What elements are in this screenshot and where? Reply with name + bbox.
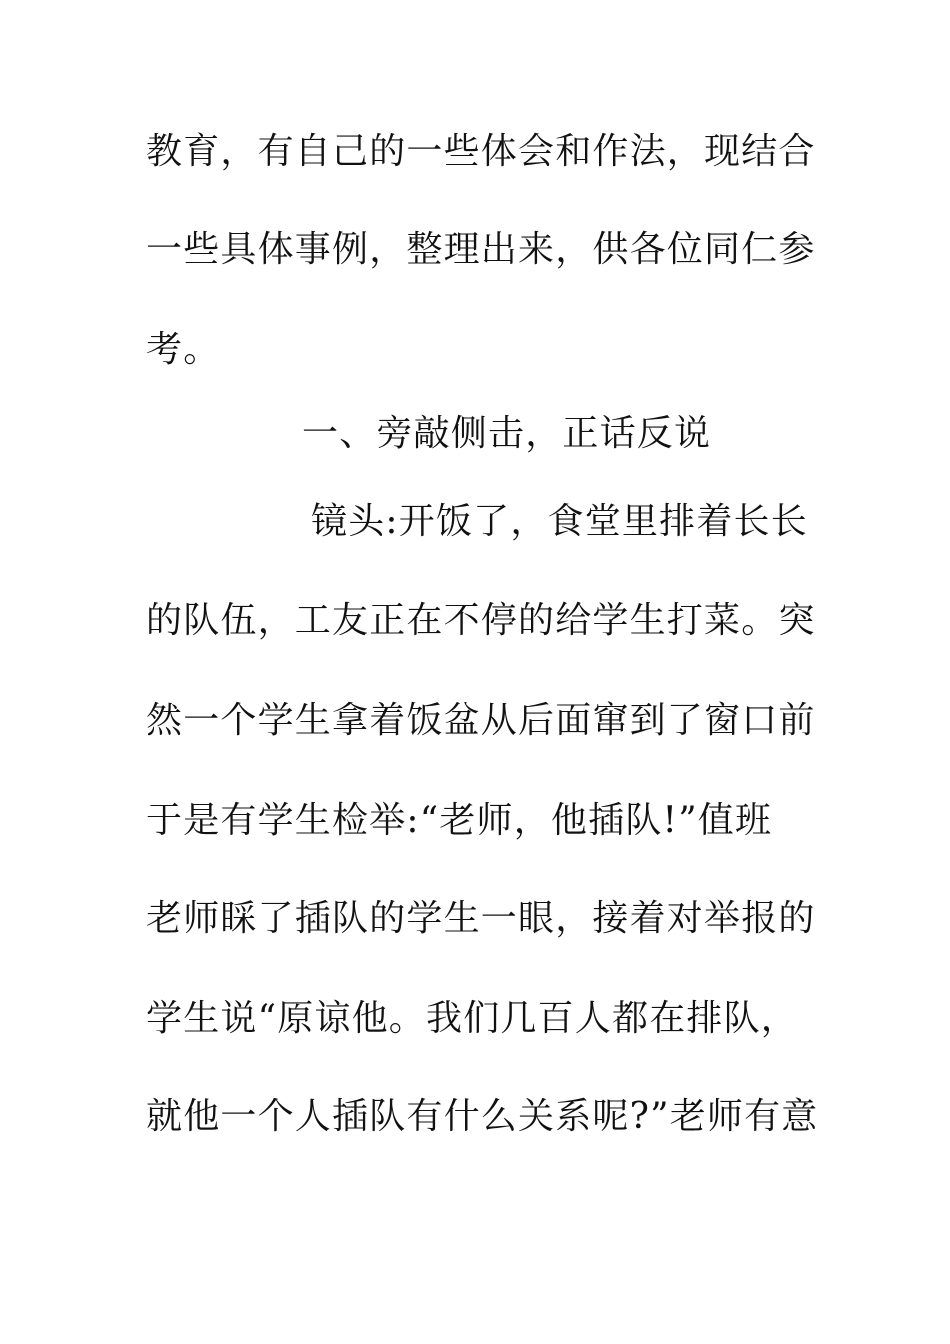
body-line-6: 学生说“原谅他。我们几百人都在排队， [146,998,799,1039]
body-line-3: 然一个学生拿着饭盆从后面窜到了窗口前 [146,700,816,741]
paragraph-line-3: 考。 [146,329,221,370]
body-line-2: 的队伍，工友正在不停的给学生打菜。突 [146,600,816,641]
paragraph-line-1: 教育，有自己的一些体会和作法，现结合 [146,131,816,172]
body-line-4: 于是有学生检举:“老师，他插队!”值班 [146,800,773,841]
body-line-5: 老师睬了插队的学生一眼，接着对举报的 [146,898,816,939]
paragraph-line-2: 一些具体事例，整理出来，供各位同仁参 [146,229,816,270]
section-heading: 一、旁敲侧击，正话反说 [302,413,712,454]
body-line-1: 镜头:开饭了，食堂里排着长长 [311,501,808,542]
body-line-7: 就他一个人插队有什么关系呢?”老师有意 [146,1096,819,1137]
